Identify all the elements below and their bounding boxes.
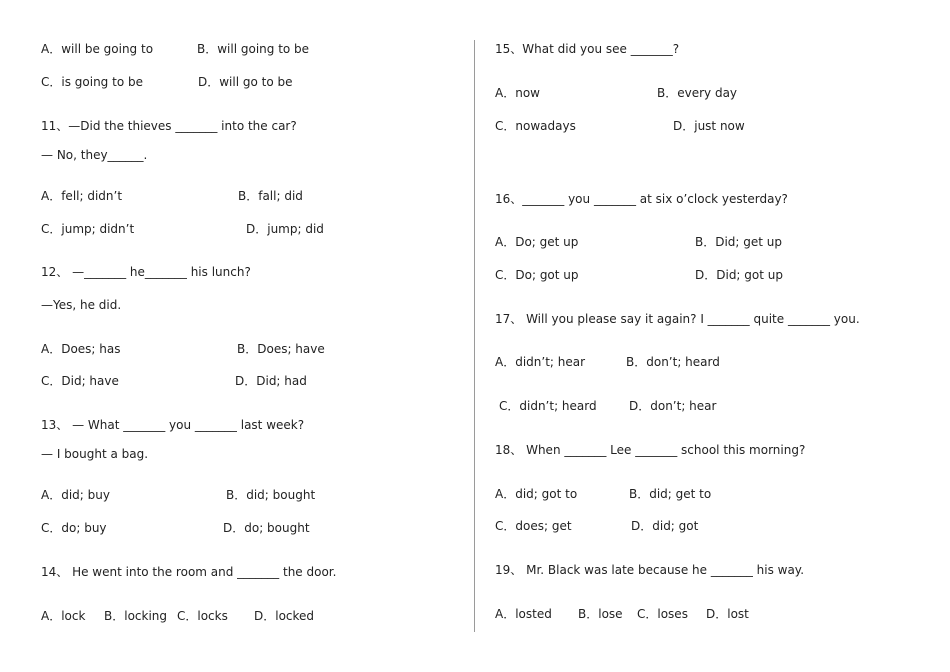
q11-option-c: C．jump; didn’t: [41, 222, 135, 236]
q16-option-b: B．Did; get up: [695, 235, 783, 249]
q16-option-d: D．Did; got up: [695, 268, 783, 282]
q16-stem: 16、_______ you _______ at six o’clock yesterday?: [495, 192, 788, 206]
q18-option-a: A．did; got to: [495, 487, 578, 501]
q12-stem: 12、 —_______ he_______ his lunch?: [41, 265, 251, 279]
q13-option-a: A．did; buy: [41, 488, 110, 502]
q15-option-d: D．just now: [673, 119, 745, 133]
q17-option-a: A．didn’t; hear: [495, 355, 586, 369]
q12-option-b: B．Does; have: [237, 342, 325, 356]
q11-stem: 11、—Did the thieves _______ into the car?: [41, 119, 297, 133]
q18-stem: 18、 When _______ Lee _______ school this morning?: [495, 443, 806, 457]
q13-option-b: B．did; bought: [226, 488, 316, 502]
q14-option-b: B．locking: [104, 609, 168, 623]
q15-stem: 15、What did you see _______?: [495, 42, 680, 56]
q11-reply: — No, they______.: [41, 148, 148, 162]
q15-option-b: B．every day: [657, 86, 738, 100]
q12-option-c: C．Did; have: [41, 374, 119, 388]
q14-stem: 14、 He went into the room and _______ the door.: [41, 565, 337, 579]
q19-stem: 19、 Mr. Black was late because he _______ his way.: [495, 563, 805, 577]
q17-stem: 17、 Will you please say it again? I _______ quite _______ you.: [495, 312, 860, 326]
q17-option-b: B．don’t; heard: [626, 355, 720, 369]
q11-option-b: B．fall; did: [238, 189, 303, 203]
q18-option-c: C．does; get: [495, 519, 572, 533]
q10-option-a: A．will be going to: [41, 42, 154, 56]
q12-option-d: D．Did; had: [235, 374, 307, 388]
q14-option-a: A．lock: [41, 609, 86, 623]
q18-option-d: D．did; got: [631, 519, 699, 533]
q12-reply: —Yes, he did.: [41, 298, 122, 312]
q12-option-a: A．Does; has: [41, 342, 121, 356]
q13-option-c: C．do; buy: [41, 521, 107, 535]
column-divider: [474, 40, 475, 632]
q10-option-b: B．will going to be: [197, 42, 310, 56]
q14-option-d: D．locked: [254, 609, 315, 623]
q13-reply: — I bought a bag.: [41, 447, 149, 461]
q11-option-d: D．jump; did: [246, 222, 324, 236]
q17-option-c: C．didn’t; heard: [499, 399, 597, 413]
q18-option-b: B．did; get to: [629, 487, 712, 501]
q10-option-c: C．is going to be: [41, 75, 143, 89]
q16-option-c: C．Do; got up: [495, 268, 579, 282]
q13-stem: 13、 — What _______ you _______ last week?: [41, 418, 305, 432]
q15-option-c: C．nowadays: [495, 119, 576, 133]
q19-option-a: A．losted: [495, 607, 552, 621]
q15-option-a: A．now: [495, 86, 540, 100]
q11-option-a: A．fell; didn’t: [41, 189, 123, 203]
q14-option-c: C．locks: [177, 609, 228, 623]
q10-option-d: D．will go to be: [198, 75, 293, 89]
q19-option-d: D．lost: [706, 607, 749, 621]
q13-option-d: D．do; bought: [223, 521, 310, 535]
q19-option-c: C．loses: [637, 607, 688, 621]
q17-option-d: D．don’t; hear: [629, 399, 717, 413]
q19-option-b: B．lose: [578, 607, 623, 621]
q16-option-a: A．Do; get up: [495, 235, 579, 249]
